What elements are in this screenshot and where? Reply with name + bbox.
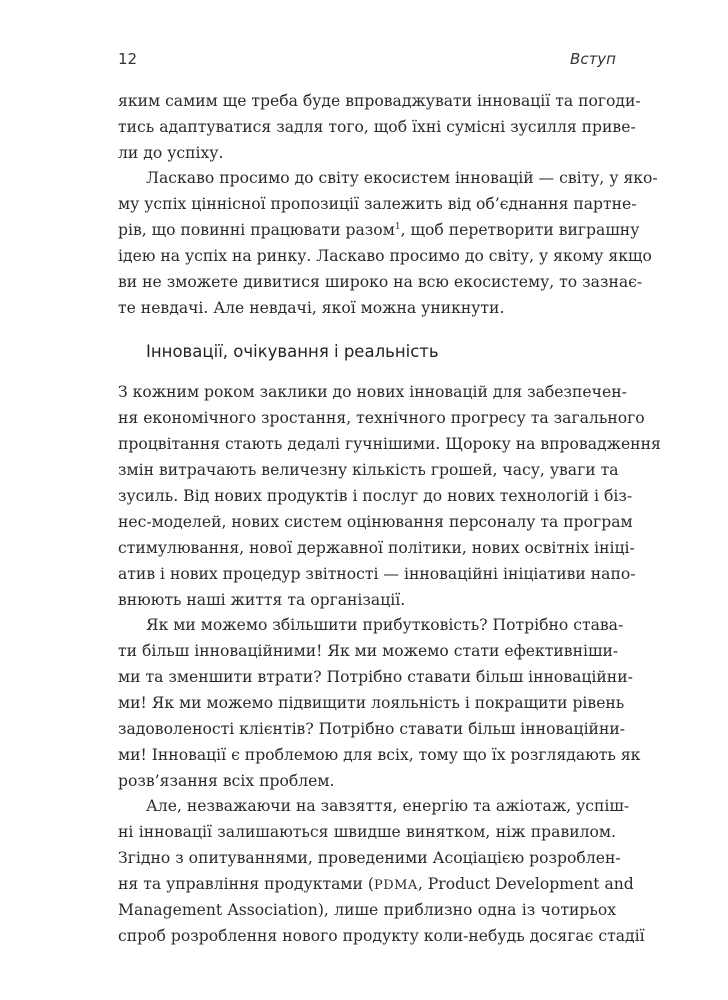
paragraph-line: ми та зменшити втрати? Потрібно ставати більш інноваційни- (118, 668, 633, 686)
paragraph-line: нес-моделей, нових систем оцінювання персоналу та програм (118, 513, 633, 531)
paragraph-line: ви не зможете дивитися широко на всю екосистему, то зазнає- (118, 273, 643, 291)
running-head (118, 50, 616, 70)
paragraph-line: процвітання стають дедалі гучнішими. Щороку на впровадження (118, 435, 661, 453)
text-segment: , Product Development and (417, 875, 634, 893)
paragraph-line-with-footnote: рів, що повинні працювати разом$^1$, щоб перетворити виграшну (118, 221, 640, 239)
paragraph-line: З кожним роком заклики до нових інновацій для забезпечен- (118, 383, 627, 401)
paragraph-line: ідею на успіх на ринку. Ласкаво просимо до світу, у якому якщо (118, 247, 652, 265)
footnote-ref[interactable]: 1 (394, 221, 401, 232)
paragraph-line: му успіх ціннісної пропозиції залежить від об’єднання партне- (118, 195, 637, 213)
paragraph-line: Management Association), лише приблизно одна із чотирьох (118, 901, 616, 919)
paragraph-line: те невдачі. Але невдачі, якої можна уникнути. (118, 299, 505, 317)
paragraph-line-with-acronym (118, 871, 634, 897)
text-segment: щоб перетворити виграшну (410, 221, 640, 239)
paragraph-line: задоволеності клієнтів? Потрібно ставати більш інноваційни- (118, 720, 626, 738)
paragraph-line: Як ми можемо збільшити прибутковість? Потрібно става- (146, 616, 624, 634)
paragraph-line: тись адаптуватися задля того, щоб їхні сумісні зусилля приве- (118, 118, 636, 136)
acronym: PDMA (373, 878, 418, 893)
paragraph-line: змін витрачають величезну кількість грошей, часу, уваги та (118, 461, 619, 479)
paragraph-line: ня економічного зростання, технічного прогресу та загального (118, 409, 645, 427)
paragraph-line: внюють наші життя та організації. (118, 591, 406, 609)
paragraph-line: стимулювання, нової державної політики, нових освітніх ініці- (118, 539, 635, 557)
paragraph-line: ми! Інновації є проблемою для всіх, тому що їх розглядають як (118, 746, 641, 764)
paragraph-line: розв’язання всіх проблем. (118, 772, 335, 790)
paragraph-line: ні інновації залишаються швидше винятком, ніж правилом. (118, 823, 616, 841)
subsection-heading: Інновації, очікування і реальність (146, 342, 439, 361)
paragraph-line: зусиль. Від нових продуктів і послуг до нових технологій і біз- (118, 487, 633, 505)
paragraph-line: ти більш інноваційними! Як ми можемо стати ефективніши- (118, 642, 619, 660)
text-segment: ня та управління продуктами ( (118, 875, 374, 893)
paragraph-line: Але, незважаючи на завзяття, енергію та ажіотаж, успіш- (146, 797, 630, 815)
paragraph-line: Ласкаво просимо до світу екосистем інновацій — світу, у яко- (146, 169, 658, 187)
text-segment: рів, що повинні працювати разом (118, 221, 395, 239)
paragraph-line: ми! Як ми можемо підвищити лояльність і покращити рівень (118, 694, 625, 712)
paragraph-line: атив і нових процедур звітності — інноваційні ініціативи напо- (118, 565, 636, 583)
paragraph-line: яким самим ще треба буде впроваджувати інновації та погоди- (118, 92, 641, 110)
section-title: Вступ (570, 50, 616, 68)
paragraph-line: спроб розроблення нового продукту коли-небудь досягає стадії (118, 927, 645, 945)
paragraph-line: Згідно з опитуваннями, проведеними Асоціацією розроблен- (118, 849, 621, 867)
paragraph-line: ли до успіху. (118, 144, 224, 162)
page-number: 12 (118, 50, 138, 68)
